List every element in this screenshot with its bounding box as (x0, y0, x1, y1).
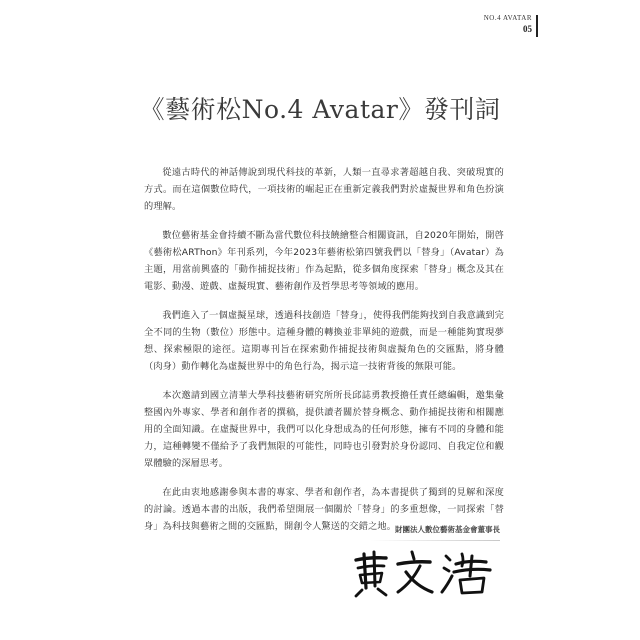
signatory-divider (370, 540, 500, 541)
paragraph: 數位藝術基金會持續不斷為當代數位科技饒繪整合相關資訊，自2020年開始，開啓《藝術松ARThon》年刊系列，今年2023年藝術松第四號我們以「替身」（Avatar）為主題，用當前興盛的「動作捕捉技術」作為起點，從多個角度探索「替身」概念及其在電影、動漫、遊戲、虛擬現實、藝術創作及哲學思考等領域的應用。 (144, 230, 504, 292)
running-header (484, 14, 538, 34)
paragraph: 本次邀請到國立清華大學科技藝術研究所所長邱誌勇教授擔任責任總編輯，邀集彙整國內外專家、學者和創作者的撰稿，提供讀者關於替身概念、動作捕捉技術和相關應用的全面知識。在虛擬世界中，我們可以化身想成為的任何形態，擁有不同的身體和能力，這種轉變不僅給予了我們無限的可能性，同時也引發對於身份認同、自我定位和觀眾體驗的深層思考。 (144, 390, 504, 469)
signatory-block (360, 524, 500, 535)
running-title: NO.4 AVATAR (483, 14, 532, 22)
paragraph: 從遠古時代的神話傳說到現代科技的革新，人類一直尋求著超越自我、突破現實的方式。而在這個數位時代，一項技術的崛起正在重新定義我們對於虛擬世界和角色扮演的理解。 (144, 167, 504, 212)
page-number: 05 (523, 24, 532, 34)
body-text (144, 164, 504, 547)
paragraph: 在此由衷地感謝參與本書的專家、學者和創作者，為本書提供了獨到的見解和深度的討論。透過本書的出版，我們希望開展一個關於「替身」的多重想像，一同探索「替身」為科技與藝術之間的交匯點，開創令人驚送的交錯之地。 (144, 487, 504, 532)
paragraph: 我們進入了一個虛擬星球，透過科技創造「替身」，使得我們能夠找到自我意識到完全不同的生物（數位）形態中。這種身體的轉換並非單純的遊戲，而是一種能夠實現夢想、探索極限的途徑。這期專刊旨在探索動作捕捉技術與虛擬角色的交匯點，將身體（肉身）動作轉化為虛擬世界中的角色行為，揭示這一技術背後的無限可能。 (144, 310, 504, 372)
handwritten-signature (350, 548, 500, 598)
page-title: 《藝術松No.4 Avatar》發刊詞 (139, 95, 501, 124)
signatory-organization: 財團法人數位藝術基金會董事長 (395, 525, 500, 534)
header-rule (536, 15, 538, 37)
